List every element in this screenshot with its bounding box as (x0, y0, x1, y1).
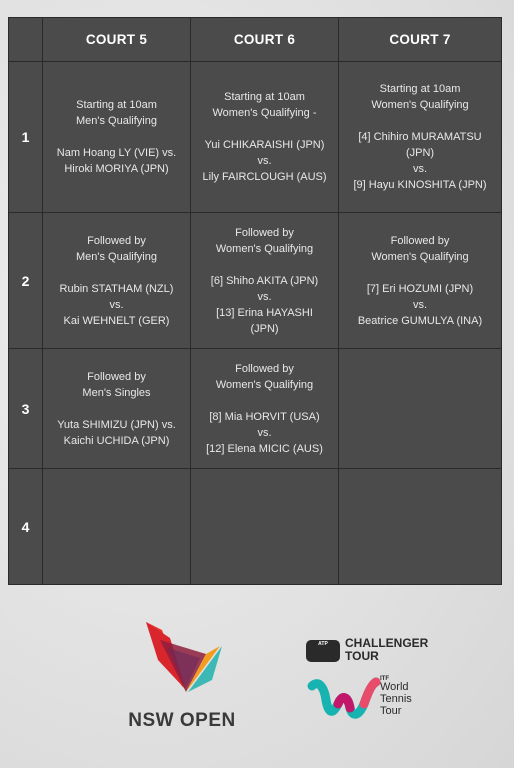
match-cell (339, 213, 501, 349)
match-text-line: Followed by (235, 362, 294, 375)
match-text-line: Lily FAIRCLOUGH (AUS) (202, 171, 327, 183)
match-cell (43, 213, 191, 349)
tour-line: TOUR (345, 649, 379, 663)
match-cell (339, 62, 501, 213)
match-text-line: Women's Qualifying - (212, 107, 317, 119)
match-cell (191, 62, 339, 213)
match-text-line: Kai WEHNELT (GER) (63, 314, 170, 327)
match-cell (339, 469, 501, 584)
match-text-line: [8] Mia HORVIT (USA) (209, 410, 320, 423)
match-cell (191, 469, 339, 584)
match-cell (191, 349, 339, 469)
match-text-line: (JPN) (250, 322, 279, 335)
match-text-line: Beatrice GUMULYA (INA) (357, 314, 483, 327)
match-text-line: Yui CHIKARAISHI (JPN) (204, 139, 325, 151)
court-header: COURT 7 (339, 18, 501, 62)
row-number: 1 (9, 62, 43, 213)
row-number: 3 (9, 349, 43, 469)
match-text-line: [4] Chihiro MURAMATSU (358, 131, 482, 143)
tour-line: Tour (380, 705, 402, 717)
match-text-line: Starting at 10am (224, 91, 305, 103)
match-text-line: Hiroki MORIYA (JPN) (64, 163, 169, 175)
match-text-line: Followed by (390, 234, 450, 247)
itf-mark: ITF (380, 676, 389, 682)
match-text-line: Followed by (87, 234, 146, 247)
match-text-line: (JPN) (405, 147, 435, 159)
schedule-table (8, 17, 502, 585)
row-number: 2 (9, 213, 43, 349)
sponsor-logos (0, 600, 514, 768)
match-text-line: vs. (257, 155, 272, 167)
match-text-line: Men's Qualifying (76, 250, 157, 263)
match-text-line: Men's Singles (82, 386, 151, 399)
match-cell (43, 349, 191, 469)
match-text-line: [9] Hayu KINOSHITA (JPN) (353, 179, 487, 191)
match-text-line: Starting at 10am (76, 99, 157, 111)
match-text-line: Followed by (235, 226, 294, 239)
match-cell (43, 469, 191, 584)
match-text-line: Nam Hoang LY (VIE) vs. (56, 147, 177, 159)
world-tennis-tour-wordmark (380, 681, 412, 717)
nsw-open-wordmark: NSW OPEN (128, 710, 236, 731)
corner-cell (9, 18, 43, 62)
row-number: 4 (9, 469, 43, 584)
match-text-line: Men's Qualifying (76, 115, 157, 127)
match-text-line: vs. (257, 290, 272, 303)
match-text-line: vs. (257, 426, 272, 439)
match-text-line: Starting at 10am (379, 83, 461, 95)
court-header: COURT 5 (43, 18, 191, 62)
world-line: World (380, 681, 409, 693)
match-text-line: Rubin STATHAM (NZL) (59, 282, 174, 295)
tennis-line: Tennis (380, 693, 412, 705)
match-text-line: vs. (412, 163, 428, 175)
itf-w-mark-icon (0, 600, 514, 768)
match-text-line: Women's Qualifying (371, 250, 469, 263)
challenger-line: CHALLENGER (345, 636, 429, 650)
match-text-line: Women's Qualifying (371, 99, 469, 111)
match-text-line: vs. (412, 298, 428, 311)
match-text-line: Women's Qualifying (215, 378, 314, 391)
match-text-line: [13] Erina HAYASHI (216, 306, 313, 319)
match-cell (191, 213, 339, 349)
match-text-line: Women's Qualifying (215, 242, 314, 255)
atp-mark-text: ATP (318, 641, 328, 647)
match-text-line: Kaichi UCHIDA (JPN) (63, 434, 170, 447)
match-text-line: [6] Shiho AKITA (JPN) (210, 274, 319, 287)
match-text-line: [7] Eri HOZUMI (JPN) (366, 282, 474, 295)
court-header: COURT 6 (191, 18, 339, 62)
match-cell (339, 349, 501, 469)
match-text-line: [12] Elena MICIC (AUS) (206, 442, 323, 455)
match-text-line: Yuta SHIMIZU (JPN) vs. (57, 418, 176, 431)
match-text-line: Followed by (87, 370, 146, 383)
match-cell (43, 62, 191, 213)
match-text-line: vs. (109, 298, 124, 311)
